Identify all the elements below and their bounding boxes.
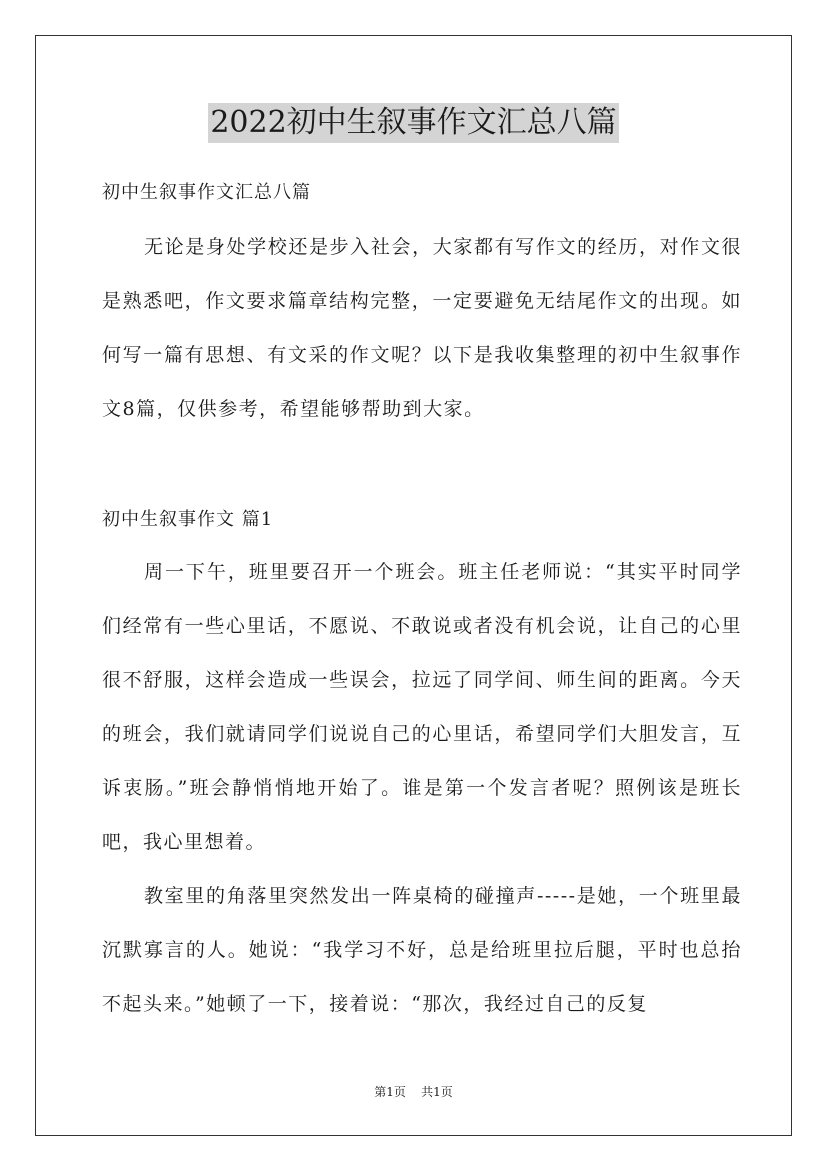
section-paragraph: 教室里的角落里突然发出一阵桌椅的碰撞声-----是她，一个班里最沉默寡言的人。她说：“我学习不好，总是给班里拉后腿，平时也总抬不起头来。”她顿了一下，接着说：“那次，我经过自己的反复: [102, 885, 742, 1015]
page-footer: [0, 1084, 827, 1100]
intro-block: [102, 220, 742, 436]
document-subtitle: 初中生叙事作文汇总八篇: [102, 182, 311, 203]
section-paragraph: 周一下午，班里要召开一个班会。班主任老师说：“其实平时同学们经常有一些心里话，不愿说、不敢说或者没有机会说，让自己的心里很不舒服，这样会造成一些误会，拉远了同学间、师生间的距离。今天的班会，我们就请同学们说说自己的心里话，希望同学们大胆发言，互诉衷肠。”班会静悄悄地开始了。谁是第一个发言者呢？照例该是班长吧，我心里想着。: [102, 561, 742, 853]
document-title: 2022初中生叙事作文汇总八篇: [208, 103, 618, 143]
intro-paragraph: 无论是身处学校还是步入社会，大家都有写作文的经历，对作文很是熟悉吧，作文要求篇章结构完整，一定要避免无结尾作文的出现。如何写一篇有思想、有文采的作文呢？以下是我收集整理的初中生叙事作文8篇，仅供参考，希望能够帮助到大家。: [102, 236, 742, 420]
page-total: 共1页: [421, 1085, 453, 1099]
page-number: 第1页: [374, 1085, 406, 1099]
title-container: [0, 103, 827, 143]
section-body: [102, 545, 742, 1031]
section-heading: 初中生叙事作文 篇1: [102, 509, 274, 530]
